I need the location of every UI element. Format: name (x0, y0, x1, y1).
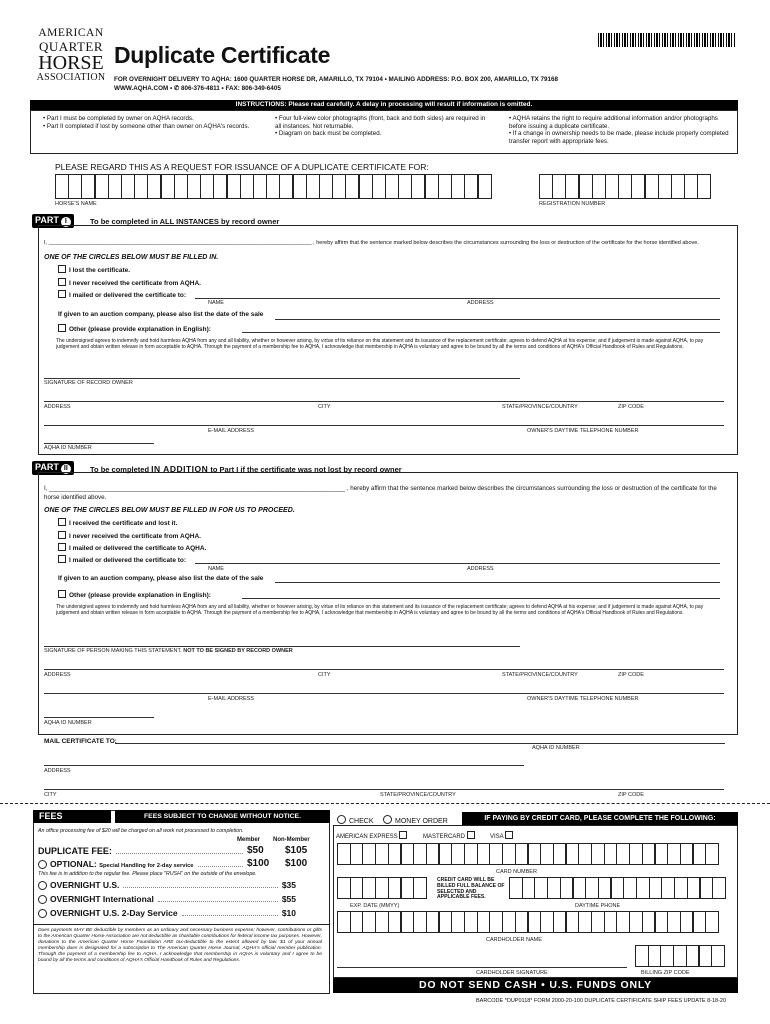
member-header: Member (237, 837, 261, 843)
no-cash-banner: DO NOT SEND CASH • U.S. FUNDS ONLY (333, 978, 738, 993)
address-label: ADDRESS (467, 566, 494, 572)
part-1-one-of: ONE OF THE CIRCLES BELOW MUST BE FILLED IN. (44, 254, 219, 261)
heading-emphasis: IN ADDITION (151, 464, 209, 474)
checkbox[interactable] (505, 831, 513, 839)
part-2-other-line[interactable] (242, 598, 720, 599)
visa-option[interactable] (490, 831, 516, 840)
aqha-id-label: AQHA ID NUMBER (532, 745, 580, 751)
part-2-option-3[interactable] (58, 543, 206, 552)
dots (123, 887, 277, 888)
address-label: ADDRESS (44, 672, 71, 678)
option-label: MONEY ORDER (395, 818, 448, 825)
amex-option[interactable] (336, 831, 410, 840)
duplicate-fee-nonmember: $105 (285, 845, 308, 856)
name-label: NAME (208, 566, 224, 572)
part-1-other-line[interactable] (242, 332, 720, 333)
instruction-item: • If a change in ownership needs to be made, please include properly completed transfer report with appropriate fees. (509, 130, 729, 145)
radio[interactable] (38, 895, 47, 904)
credit-card-title: IF PAYING BY CREDIT CARD, PLEASE COMPLETE THE FOLLOWING: (462, 812, 738, 825)
city-label: CITY (318, 404, 331, 410)
radio[interactable] (38, 860, 47, 869)
part-1-signature-line[interactable] (44, 378, 520, 379)
cut-line (0, 803, 770, 804)
mail-to-label: MAIL CERTIFICATE TO: (44, 738, 117, 745)
instruction-item: • Part I must be completed by owner on AQHA records. (43, 115, 194, 122)
option-label: I never received the certificate from AQHA. (69, 533, 201, 540)
overnight-international-fee: $55 (281, 894, 296, 904)
instructions-box (30, 110, 738, 154)
instructions-col-3 (509, 115, 731, 145)
part-2-id-line[interactable] (44, 717, 154, 718)
cardholder-name-boxes[interactable] (337, 911, 718, 933)
barcode (598, 33, 736, 47)
checkbox[interactable] (58, 265, 66, 273)
request-statement: PLEASE REGARD THIS AS A REQUEST FOR ISSUANCE OF A DUPLICATE CERTIFICATE FOR: (55, 162, 429, 172)
aqha-id-label: AQHA ID NUMBER (44, 445, 92, 451)
instruction-item: • Part II completed if lost by someone other than owner on AQHA's records. (43, 122, 250, 130)
part-2-signature-line[interactable] (44, 646, 520, 647)
duplicate-fee-member: $50 (247, 845, 264, 856)
signature-label: SIGNATURE OF RECORD OWNER (44, 380, 133, 386)
part-label: PART (35, 462, 59, 472)
name-label: NAME (208, 300, 224, 306)
dots (158, 901, 278, 902)
instructions-col-2 (275, 115, 490, 138)
checkbox[interactable] (58, 555, 66, 563)
mail-address-line[interactable] (44, 765, 524, 766)
office-fee-note: An office processing fee of $20 will be charged on all work not processed to completion. (38, 828, 244, 834)
daytime-phone-label: DAYTIME PHONE (575, 903, 621, 909)
part-2-email-line[interactable] (44, 693, 724, 694)
optional-fee-member: $100 (247, 858, 270, 869)
part-1-address-line[interactable] (44, 401, 724, 402)
checkbox[interactable] (58, 324, 66, 332)
logo-line-3: HORSE (38, 51, 104, 74)
option-label: I lost the certificate. (69, 267, 131, 274)
overnight-us-row[interactable] (38, 880, 296, 890)
optional-fee-row[interactable] (38, 858, 323, 869)
cardholder-signature-label: CARDHOLDER SIGNATURE (476, 970, 548, 976)
option-label: I never received the certificate from AQHA. (69, 280, 201, 287)
horse-name-label: HORSE'S NAME (55, 201, 97, 207)
part-1-option-3[interactable] (58, 290, 186, 299)
radio[interactable] (38, 881, 47, 890)
header-contact: WWW.AQHA.COM • ✆ 806-376-4811 • FAX: 806-349-6405 (114, 85, 281, 92)
radio[interactable] (38, 909, 47, 918)
checkbox[interactable] (58, 543, 66, 551)
checkbox[interactable] (467, 831, 475, 839)
city-label: CITY (318, 672, 331, 678)
address-label: ADDRESS (467, 300, 494, 306)
part-2-delivered-line[interactable] (195, 563, 720, 564)
phone-label: OWNER'S DAYTIME TELEPHONE NUMBER (527, 696, 639, 702)
checkbox[interactable] (58, 290, 66, 298)
option-label: I received the certificate and lost it. (69, 520, 178, 527)
part-label: PART (35, 215, 59, 225)
part-1-legal: The undersigned agrees to indemnify and hold harmless AQHA from any and all liability, whether or however arising, by virtue of its reliance on this statement and its issuance of the replacement certificate; agrees to defend AQHA at his expense; and if judgement is made against AQHA, to pay judgement and obtain written release in form acceptable to AQHA. Through the payment of a membership fee to AQHA, I acknowledge that membership in AQHA is voluntary and agree to be bound by all the terms and conditions of AQHA's Official Handbook of Rules and Regulations. (56, 338, 704, 351)
registration-number-label: REGISTRATION NUMBER (539, 201, 606, 207)
nonmember-header: Non-Member (273, 837, 310, 843)
signature-label (44, 648, 293, 654)
dots (182, 915, 278, 916)
part-1-option-2[interactable] (58, 278, 201, 287)
part-1-option-1[interactable] (58, 265, 130, 274)
signature-note: NOT TO BE SIGNED BY RECORD OWNER (183, 648, 293, 654)
zip-label: ZIP CODE (618, 792, 644, 798)
billed-note: CREDIT CARD WILL BE BILLED FULL BALANCE OF SELECTED AND APPLICABLE FEES. (437, 877, 505, 901)
dots (116, 853, 243, 854)
overnight-2day-label: OVERNIGHT U.S. 2-Day Service (50, 908, 178, 918)
address-label: ADDRESS (44, 404, 71, 410)
instructions-title: INSTRUCTIONS: Please read carefully. A delay in processing will result if information is omitted. (30, 100, 738, 110)
part-2-auction: If given to an auction company, please also list the date of the sale (58, 575, 264, 582)
option-label: I mailed or delivered the certificate to: (69, 557, 187, 564)
fees-divider (33, 924, 330, 925)
zip-label: ZIP CODE (618, 672, 644, 678)
duplicate-fee-row (38, 845, 323, 856)
optional-sub: Special Handling for 2-day service (99, 863, 194, 869)
phone-label: OWNER'S DAYTIME TELEPHONE NUMBER (527, 428, 639, 434)
instruction-item: • Four full-view color photographs (front, back and both sides) are required in all instances. Not returnable. (275, 115, 486, 130)
optional-label: OPTIONAL: (50, 859, 97, 869)
heading-text: To be completed (90, 465, 150, 474)
logo-line-4: ASSOCIATION (36, 71, 106, 83)
city-label: CITY (44, 792, 57, 798)
state-label: STATE/PROVINCE/COUNTRY (502, 404, 578, 410)
part-1-auction-line[interactable] (275, 319, 720, 320)
optional-fee-nonmember: $100 (285, 858, 308, 869)
overnight-international-row[interactable] (38, 894, 296, 904)
instruction-item: • AQHA retains the right to require additional information and/or photographs before issuing a duplicate certificate. (509, 115, 718, 130)
money-order-option[interactable] (383, 815, 448, 825)
card-number-label: CARD NUMBER (496, 869, 537, 875)
aqha-id-label: AQHA ID NUMBER (44, 720, 92, 726)
part-1-auction: If given to an auction company, please also list the date of the sale (58, 311, 264, 318)
part-2-one-of: ONE OF THE CIRCLES BELOW MUST BE FILLED IN FOR US TO PROCEED. (44, 507, 295, 514)
checkbox[interactable] (58, 518, 66, 526)
page-title: Duplicate Certificate (114, 42, 331, 68)
radio[interactable] (383, 815, 392, 824)
part-2-address-line[interactable] (44, 669, 724, 670)
address-label: ADDRESS (44, 768, 71, 774)
option-label: I mailed or delivered the certificate to: (69, 292, 187, 299)
option-label: I mailed or delivered the certificate to AQHA. (69, 545, 207, 552)
state-label: STATE/PROVINCE/COUNTRY (380, 792, 456, 798)
fees-badge: FEES (33, 810, 111, 823)
part-1-affirm: I, ______________________________________________________________________________________ , hereby affirm that the sentence marked below describes the circumstances surrounding the loss or destruction of the certificate for the horse identified above. (44, 240, 699, 246)
exp-date-boxes[interactable] (337, 877, 426, 899)
mastercard-option[interactable] (423, 831, 478, 840)
heading-text: to Part I if the certificate was not lost by record owner (210, 465, 402, 474)
option-label: CHECK (349, 818, 374, 825)
part-1-id-line[interactable] (44, 443, 154, 444)
option-label: Other (please provide explanation in English): (69, 326, 211, 333)
fees-subject: FEES SUBJECT TO CHANGE WITHOUT NOTICE. (115, 810, 330, 823)
checkbox[interactable] (58, 590, 66, 598)
overnight-us-label: OVERNIGHT U.S. (50, 880, 120, 890)
daytime-phone-boxes[interactable] (509, 877, 725, 899)
part-number: I (61, 217, 71, 227)
option-label: AMERICAN EXPRESS (336, 834, 398, 840)
billing-zip-boxes[interactable] (635, 945, 724, 967)
overnight-2day-fee: $10 (281, 908, 296, 918)
dots (198, 866, 243, 867)
registration-number-boxes[interactable] (539, 174, 711, 199)
part-2-other[interactable] (58, 590, 211, 599)
option-label: MASTERCARD (423, 834, 466, 840)
overnight-2day-row[interactable] (38, 908, 296, 918)
part-1-other[interactable] (58, 324, 211, 333)
instruction-item: • Diagram on back must be completed. (275, 130, 382, 137)
part-2-option-1[interactable] (58, 518, 177, 527)
mail-city-line[interactable] (44, 789, 724, 790)
mail-to-line[interactable] (115, 743, 725, 744)
overnight-us-fee: $35 (281, 880, 296, 890)
overnight-international-label: OVERNIGHT International (50, 894, 154, 904)
instructions-col-1 (43, 115, 253, 130)
card-number-boxes[interactable] (337, 843, 718, 865)
option-label: VISA (490, 834, 504, 840)
horse-name-boxes[interactable] (55, 174, 491, 199)
logo-line-2: QUARTER (38, 38, 104, 54)
optional-note: This fee is in addition to the regular fee. Please place "RUSH" on the outside of the envelope. (38, 871, 257, 877)
zip-label: ZIP CODE (618, 404, 644, 410)
cardholder-name-label: CARDHOLDER NAME (486, 937, 542, 943)
duplicate-fee-label: DUPLICATE FEE: (38, 846, 112, 856)
email-label: E-MAIL ADDRESS (208, 696, 254, 702)
part-1-delivered-line[interactable] (195, 298, 720, 299)
header-address: FOR OVERNIGHT DELIVERY TO AQHA: 1600 QUARTER HORSE DR, AMARILLO, TX 79104 • MAILING ADDRESS: P.O. BOX 200, AMARILLO, TX 79168 (114, 76, 558, 83)
radio[interactable] (337, 815, 346, 824)
exp-date-label: EXP. DATE (MMYY) (350, 903, 400, 909)
checkbox[interactable] (58, 278, 66, 286)
part-2-option-4[interactable] (58, 555, 186, 564)
form-footer: BARCODE *DUP0118* FORM 2000-20-100 DUPLICATE CERTIFICATE SHIP FEES UPDATE 8-18-20 (476, 998, 727, 1004)
part-2-auction-line[interactable] (275, 582, 720, 583)
checkbox[interactable] (58, 531, 66, 539)
email-label: E-MAIL ADDRESS (208, 428, 254, 434)
cardholder-signature-line[interactable] (337, 967, 627, 968)
signature-text: SIGNATURE OF PERSON MAKING THIS STATEMENT. (44, 648, 182, 654)
part-2-legal: The undersigned agrees to indemnify and hold harmless AQHA from any and all liability, whether or however arising, by virtue of its reliance on this statement and its issuance of the replacement certificate; agrees to defend AQHA at his expense; and if judgement is made against AQHA, to pay judgement and obtain written release in form acceptable to AQHA. Through the payment of a membership fee to AQHA, I acknowledge that membership in AQHA is voluntary and agree to be bound by all the terms and conditions of AQHA's Official Handbook of Rules and Regulations. (56, 604, 704, 617)
part-number: II (61, 464, 71, 474)
check-option[interactable] (337, 815, 374, 825)
part-2-option-2[interactable] (58, 531, 201, 540)
part-1-heading: To be completed in ALL INSTANCES by record owner (90, 217, 280, 226)
option-label: Other (please provide explanation in English): (69, 592, 211, 599)
logo (30, 28, 112, 83)
state-label: STATE/PROVINCE/COUNTRY (502, 672, 578, 678)
logo-line-1: AMERICAN (38, 27, 104, 39)
checkbox[interactable] (399, 831, 407, 839)
dues-disclaimer: Dues payments MAY BE deductible by members as an ordinary and necessary business expense; however, contributions or gifts to the American Quarter Horse Association are not deductible as charitable contributions for federal income tax purposes. However, donations to the American Quarter Horse Foundation ARE tax-deductible to the extent allowed by law. $1 of your annual membership dues is designated for a subscription to The American Quarter Horse Journal, AQHA's official member publication. Through the payment of a membership fee to AQHA, I acknowledge that membership in AQHA is voluntary and I agree to be bound by all the terms and conditions of AQHA's Official Handbook of Rules and Regulations. (38, 928, 322, 963)
part-2-affirm: I, ______________________________________________________________________________________ , hereby affirm that the sentence marked below describes the circumstances surrounding the loss or destruction of the certificate for the horse identified above. (44, 485, 717, 501)
part-1-email-line[interactable] (44, 425, 724, 426)
billing-zip-label: BILLING ZIP CODE (641, 970, 690, 976)
